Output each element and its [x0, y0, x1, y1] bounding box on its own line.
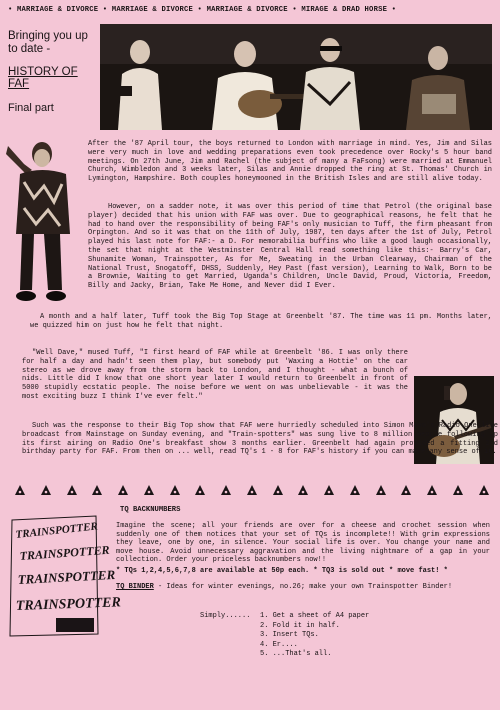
- intro-history: HISTORY OF: [8, 66, 78, 78]
- divider-triangle-icon: [426, 484, 438, 496]
- divider-triangle-icon: [220, 484, 232, 496]
- divider-triangle-icon: [452, 484, 464, 496]
- simply-steps: [200, 612, 369, 660]
- article-paragraph-3: A month and a half later, Tuff took the Big Top Stage at Greenbelt '87. The time was 11 pm. Months later, we quizzed him on just how he felt that night.: [30, 313, 492, 330]
- tq-price-line: * TQs 1,2,4,5,6,7,8 are available at 50p each. * TQ3 is sold out * move fast! *: [116, 567, 448, 575]
- article-paragraph-2: However, on a sadder note, it was over this period of time that Petrol (the original base player) decided that his union with FAF was over. Due to geographical reasons, he felt that he had to hand over the responsibility of being FAF's only musician to Tuff, the firm pheasant from Orpington. And so it was that on the 11th of July, 1987, ten days after the 1st of July, Petrol played his last note for FAF:- a D. For memorabilia buffins who like a good laugh occasionally, the set that night at the Westminster Central Hall read something like this:- Barry's Car, Shunamite Woman, Trainspotter, As for Me, Sweating in the Urban Clearway, Chairman of the National Trust, Snogatoff, DHSS, Suddenly, Hey Past (fast version), Learning to Walk, Born to be a Brownie, Waiting to get Married, Uganda's Children, Uncle David, Proud, Victoria, Freedom, Billy and Jacky, Brian, Take Me Home, and Never did I Ever.: [88, 203, 492, 291]
- article-paragraph-1: After the '87 April tour, the boys returned to London with marriage in mind. Yes, Jim and Silas were very much in love and wedding preparations even took precedence over Rocky's 5 hour band meetings. On 27th June, Jim and Rachel (the subject of many a FaFsong) were married at Emmanuel Church, Wimbledon and 3 weeks later, Silas and Annie dropped the ring at St. Thomas' Church in Lymington, Hampshire. Both couples honeymooned in the British Isles and are still alive today.: [88, 140, 492, 184]
- trainspotter-poster: [6, 514, 122, 638]
- simply-lead: Simply......: [200, 612, 251, 620]
- divider-triangle-icon: [66, 484, 78, 496]
- divider-triangle-icon: [297, 484, 309, 496]
- tq-binder-line: [116, 583, 490, 591]
- divider-triangle-icon: [143, 484, 155, 496]
- simply-step-3: 3. Insert TQs.: [260, 631, 319, 639]
- poster-word-4: TRAINSPOTTER: [15, 595, 122, 614]
- person-photo: [4, 138, 82, 304]
- band-photo: [100, 24, 492, 130]
- poster-word-1: TRAINSPOTTER: [15, 520, 99, 541]
- divider-triangle-icon: [478, 484, 490, 496]
- divider-triangle-icon: [117, 484, 129, 496]
- tq-binder-text: - Ideas for winter evenings, no.26; make your own Trainspotter Binder!: [153, 583, 453, 591]
- intro-faf: FAF: [8, 78, 30, 90]
- divider-triangle-icon: [246, 484, 258, 496]
- intro-final: Final part: [8, 102, 54, 114]
- intro-block: [8, 30, 92, 114]
- decorative-divider: [14, 484, 490, 498]
- divider-triangle-icon: [349, 484, 361, 496]
- article-paragraph-4: "Well Dave," mused Tuff, "I first heard of FAF while at Greenbelt '86. I was only there for half a day and hadn't seen them play, but somebody put 'Waxing a Hottie' on the car stereo as we drove away from the storm back to London, and I thought - what a bunch of nids. Little did I know that one short year later I would return to Greenbelt in front of 5000 stupidly ecstatic people. The noise before we went on was unbelievable - it was the most exciting buzz I think I've ever felt.": [22, 349, 408, 401]
- divider-triangle-icon: [400, 484, 412, 496]
- poster-word-3: TRAINSPOTTER: [17, 566, 116, 587]
- divider-triangle-icon: [194, 484, 206, 496]
- intro-bringing: Bringing you up to date -: [8, 30, 88, 55]
- divider-triangle-icon: [323, 484, 335, 496]
- divider-triangle-icon: [14, 484, 26, 496]
- simply-step-5: 5. ...That's all.: [260, 650, 332, 658]
- simply-step-4: 4. Er....: [260, 640, 298, 649]
- tq-binder-label: TQ BINDER: [116, 583, 154, 591]
- divider-triangle-icon: [375, 484, 387, 496]
- poster-word-2: TRAINSPOTTER: [19, 542, 111, 563]
- divider-triangle-icon: [40, 484, 52, 496]
- divider-triangle-icon: [272, 484, 284, 496]
- divider-triangle-icon: [169, 484, 181, 496]
- tq-backnumbers-title: TQ BACKNUMBERS: [120, 506, 181, 514]
- divider-triangle-icon: [91, 484, 103, 496]
- simply-step-1: 1. Get a sheet of A4 paper: [260, 612, 370, 620]
- tq-backnumbers-body: Imagine the scene; all your friends are over for a cheese and crochet session when suddenly one of them notices that your set of TQs is incomplete!! With grim expressions they leave, one by one, in silence. Your social life is over. You change your name and move house. Avoid unnecessary aggravation and the living nightmare of a gap in your collection. Order your priceless backnumbers now!!: [116, 522, 490, 565]
- simply-step-2: 2. Fold it in half.: [260, 621, 340, 630]
- article-paragraph-5: Such was the response to their Big Top show that FAF were hurriedly scheduled into Simon Mayo's Radio One live broadcast from Mainstage on Sunday evening, and "Train-spotters" was sung live to 8 million people following up its first airing on Radio One's breakfast show 3 months earlier. Greenbelt had again provided a fitting 2nd birthday party for FAF. From then on ... well, read TQ's 1 - 8 for FAF's history if you can make any sense of it.: [22, 422, 498, 457]
- header-band: • MARRIAGE & DIVORCE • MARRIAGE & DIVORCE • MARRIAGE & DIVORCE • MIRAGE & DRAD HORSE •: [8, 6, 397, 14]
